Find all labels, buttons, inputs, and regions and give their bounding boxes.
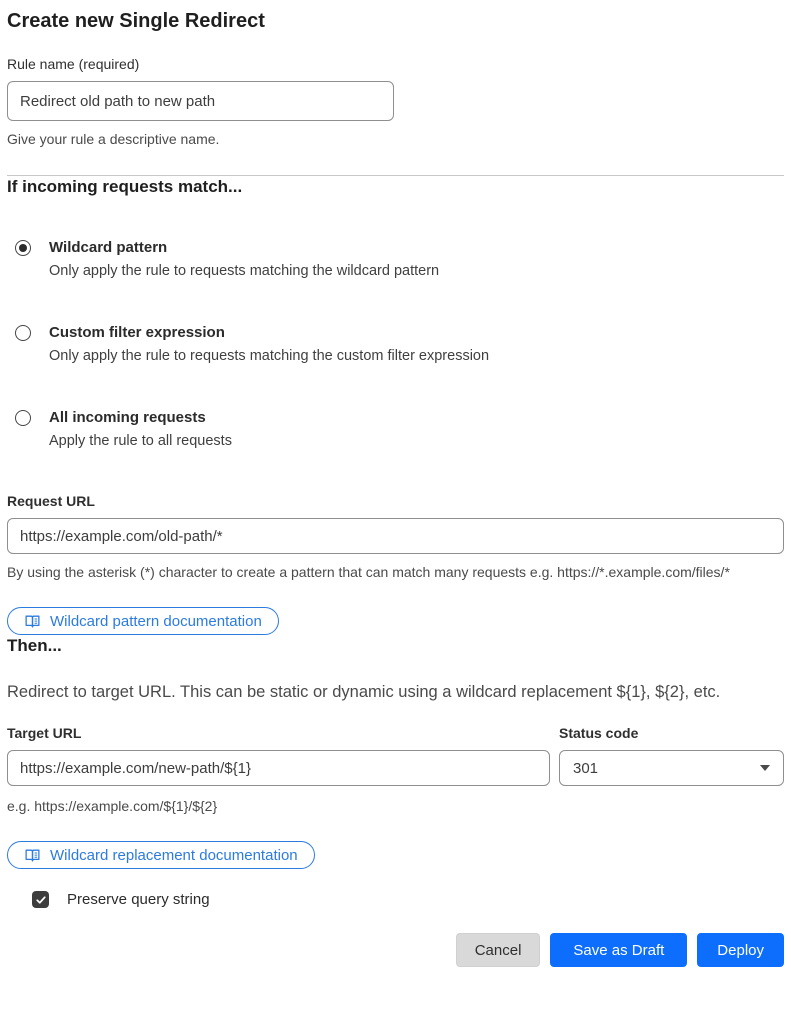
match-options-group [7, 239, 784, 450]
check-icon [35, 894, 47, 906]
radio-selected-icon[interactable] [15, 240, 31, 256]
status-code-label: Status code [559, 725, 639, 741]
preserve-query-row[interactable] [32, 891, 784, 908]
book-icon [24, 613, 41, 630]
radio-option-description: Only apply the rule to requests matching the custom filter expression [49, 348, 490, 364]
radio-option-description: Apply the rule to all requests [49, 433, 232, 449]
then-description: Redirect to target URL. This can be static or dynamic using a wildcard replacement ${1}, ${2}, etc. [7, 683, 721, 701]
target-url-input[interactable] [7, 750, 550, 786]
preserve-query-label: Preserve query string [67, 891, 210, 908]
radio-option-description: Only apply the rule to requests matching the wildcard pattern [49, 263, 440, 279]
rule-name-field [7, 56, 784, 150]
then-section-heading: Then... [7, 636, 62, 655]
deploy-button[interactable]: Deploy [697, 933, 784, 967]
doc-button-label: Wildcard pattern documentation [50, 612, 262, 630]
radio-unselected-icon[interactable] [15, 325, 31, 341]
wildcard-pattern-docs-button[interactable] [7, 607, 279, 635]
page-title: Create new Single Redirect [7, 10, 265, 32]
rule-name-helper: Give your rule a descriptive name. [7, 131, 220, 147]
rule-name-label: Rule name (required) [7, 56, 140, 72]
doc-button-label: Wildcard replacement documentation [50, 846, 298, 864]
request-url-field [7, 493, 784, 583]
request-url-input[interactable] [7, 518, 784, 554]
chevron-down-icon [760, 765, 770, 771]
status-code-select[interactable] [559, 750, 784, 786]
match-section-heading: If incoming requests match... [7, 177, 243, 196]
cancel-button[interactable]: Cancel [456, 933, 541, 967]
wildcard-replacement-docs-button[interactable] [7, 841, 315, 869]
radio-option-label: Custom filter expression [49, 324, 225, 341]
target-url-label: Target URL [7, 725, 82, 741]
radio-unselected-icon[interactable] [15, 410, 31, 426]
request-url-label: Request URL [7, 493, 95, 509]
radio-option-all-incoming-requests[interactable] [15, 409, 784, 450]
footer-actions [7, 933, 784, 967]
target-row [7, 725, 784, 786]
preserve-query-checkbox[interactable] [32, 891, 49, 908]
radio-option-custom-filter-expression[interactable] [15, 324, 784, 365]
status-code-field [559, 725, 784, 786]
save-as-draft-button[interactable]: Save as Draft [550, 933, 687, 967]
target-url-field [7, 725, 550, 786]
radio-option-label: Wildcard pattern [49, 239, 168, 256]
book-icon [24, 847, 41, 864]
radio-option-label: All incoming requests [49, 409, 206, 426]
rule-name-input[interactable] [7, 81, 394, 121]
status-code-value: 301 [573, 759, 599, 777]
radio-option-wildcard-pattern[interactable] [15, 239, 784, 280]
request-url-helper: By using the asterisk (*) character to create a pattern that can match many requests e.g. https://*.example.com/files/* [7, 564, 730, 580]
target-url-helper: e.g. https://example.com/${1}/${2} [7, 798, 218, 814]
